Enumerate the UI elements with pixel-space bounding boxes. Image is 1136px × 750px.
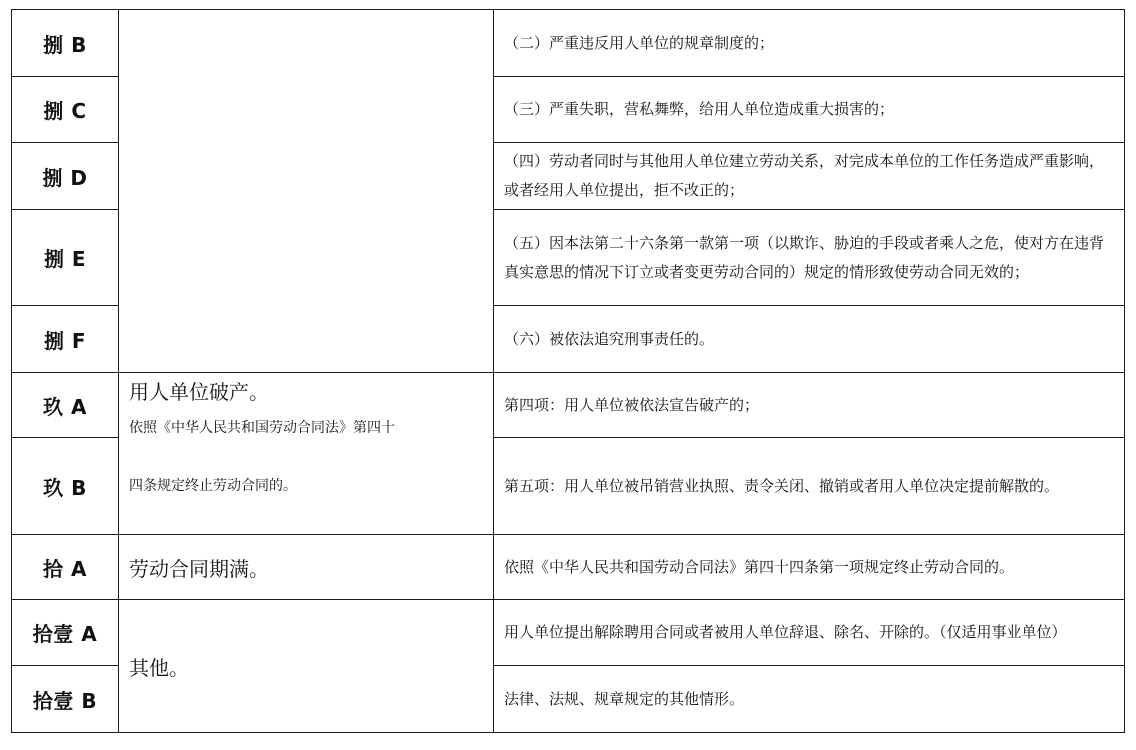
row-code: 捌 D xyxy=(12,143,119,210)
row-code: 捌 C xyxy=(12,77,119,143)
row-code: 捌 F xyxy=(12,306,119,373)
table-row xyxy=(12,535,1125,600)
reason-cell-contract-expiry: 劳动合同期满。 xyxy=(119,535,494,600)
clause-text: （五）因本法第二十六条第一款第一项（以欺诈、胁迫的手段或者乘人之危，使对方在违背真实意思的情况下订立或者变更劳动合同的）规定的情形致使劳动合同无效的； xyxy=(494,210,1125,306)
clause-text: （六）被依法追究刑事责任的。 xyxy=(494,306,1125,373)
reason-cell-bankruptcy xyxy=(119,373,494,535)
reason-basis-line: 依照《中华人民共和国劳动合同法》第四十 xyxy=(129,420,395,436)
reason-cell-empty xyxy=(119,10,494,373)
clause-text: （四）劳动者同时与其他用人单位建立劳动关系，对完成本单位的工作任务造成严重影响，或者经用人单位提出，拒不改正的； xyxy=(494,143,1125,210)
clause-text: 依照《中华人民共和国劳动合同法》第四十四条第一项规定终止劳动合同的。 xyxy=(494,535,1125,600)
table-row xyxy=(12,600,1125,666)
row-code: 玖 B xyxy=(12,438,119,535)
clause-text: （三）严重失职，营私舞弊，给用人单位造成重大损害的； xyxy=(494,77,1125,143)
table-row xyxy=(12,373,1125,438)
row-code: 捌 B xyxy=(12,10,119,77)
reason-basis-line: 四条规定终止劳动合同的。 xyxy=(129,478,297,494)
row-code: 拾壹 B xyxy=(12,666,119,733)
clause-text: 第五项：用人单位被吊销营业执照、责令关闭、撤销或者用人单位决定提前解散的。 xyxy=(494,438,1125,535)
row-code: 拾壹 A xyxy=(12,600,119,666)
clause-text: 法律、法规、规章规定的其他情形。 xyxy=(494,666,1125,733)
clause-text: （二）严重违反用人单位的规章制度的； xyxy=(494,10,1125,77)
row-code: 玖 A xyxy=(12,373,119,438)
table-row xyxy=(12,10,1125,77)
row-code: 捌 E xyxy=(12,210,119,306)
row-code: 拾 A xyxy=(12,535,119,600)
termination-reasons-table xyxy=(11,9,1125,733)
reason-title: 用人单位破产。 xyxy=(129,380,269,404)
reason-cell-other: 其他。 xyxy=(119,600,494,733)
clause-text: 第四项：用人单位被依法宣告破产的； xyxy=(494,373,1125,438)
clause-text: 用人单位提出解除聘用合同或者被用人单位辞退、除名、开除的。（仅适用事业单位） xyxy=(494,600,1125,666)
